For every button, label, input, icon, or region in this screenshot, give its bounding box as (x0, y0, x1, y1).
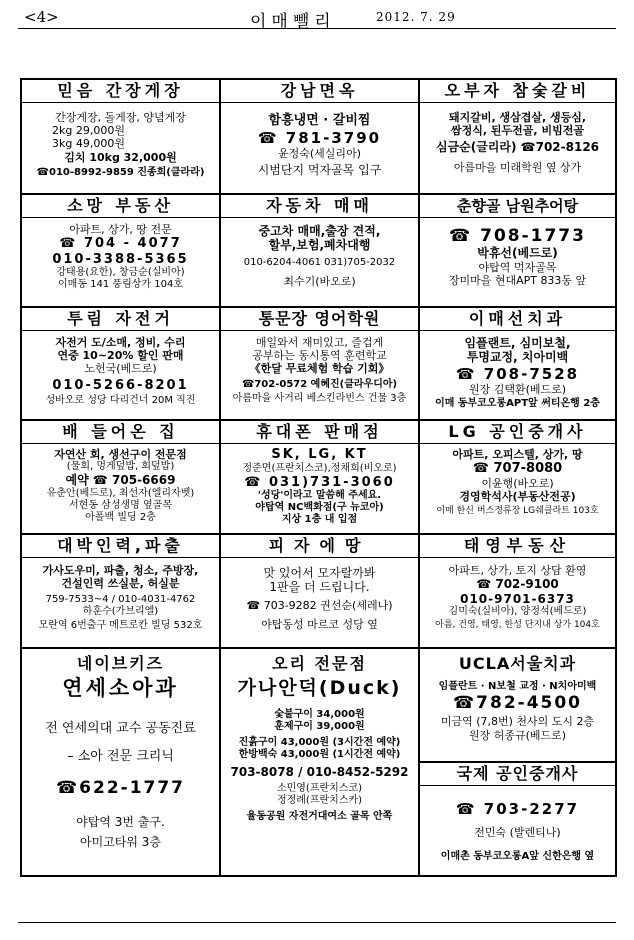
ad-title: 오부자 참숯갈비 (420, 80, 615, 103)
ad-title: 네이브키즈 (76, 654, 165, 673)
ad-line: 야탑역 먹자골목 (478, 260, 557, 274)
ad-line: 아파트, 상가, 토지 상담 환영 (448, 564, 587, 577)
ad-line: 모란역 6번출구 메트로칸 빌딩 532호 (38, 620, 203, 632)
ad-line: 야탑역 3번 출구. (76, 814, 165, 829)
ad-line: 정정례(프란치스카) (276, 795, 363, 807)
ad-title: 통문장 영어학원 (221, 308, 418, 331)
ad-phone: 010-3388-5365 (52, 251, 189, 267)
ad-title-main: 연세소아과 (62, 676, 179, 700)
ad-line: 이매촌 동부코오롱A앞 신한은행 옆 (440, 851, 595, 863)
ad-line: 전민숙 (발렌티나) (474, 826, 561, 839)
ad-phone: ☎782-4500 (452, 693, 583, 713)
ad-line: 아파트, 오피스텔, 상가, 땅 (452, 448, 583, 461)
ad-line: 성바오로 성당 다리건너 20M 직진 (45, 395, 196, 407)
ad-line: 이매 동부코오롱APT앞 써티온행 2층 (435, 397, 600, 409)
ad-obuja-galbi (419, 79, 616, 194)
ad-phone: ☎622-1777 (55, 778, 186, 799)
ad-line: 함흥냉면 · 갈비찜 (268, 113, 371, 128)
newsletter-title: 이매뺄리 (250, 12, 336, 32)
ad-phone: 010-9701-6373 (460, 591, 575, 606)
ad-title: 오리 전문점 (272, 654, 367, 673)
ad-line: 자연산 회, 생선구이 전문점 (54, 448, 187, 461)
ad-phone: 703-8078 / 010-8452-5292 (230, 765, 409, 779)
ad-grid (20, 78, 617, 877)
ad-line: 서현동 삼성생명 옆골목 (69, 499, 172, 511)
ad-line: 원장 허종규(베드로) (468, 728, 567, 742)
ad-line: 이매 한신 버스정류장 LG쉐클라트 103호 (436, 506, 599, 517)
ad-turim-bicycle (21, 307, 220, 420)
ad-line: 임플란트 · N보철 교정 · N치아미백 (438, 681, 597, 692)
ad-car-dealer (220, 194, 419, 307)
ad-line: '성당'이라고 말씀해 주세요. (257, 490, 382, 502)
ad-line: 매일와서 재미있고, 즐겁게 (255, 336, 384, 349)
ad-line: 임플랜트, 심미보철, (464, 336, 571, 350)
ad-line: 《한달 무료체험 학습 기회》 (249, 362, 390, 376)
ad-phone-shop (220, 420, 419, 534)
ad-phone: ☎ 708-1773 (449, 226, 586, 246)
ad-soy-crab (21, 79, 220, 194)
ad-line: 이윤행(바오로) (481, 476, 554, 490)
ad-line: 1판을 더 드립니다. (269, 580, 370, 595)
ad-phone: ☎ 707-8080 (472, 461, 563, 477)
ad-title: 소망 부동산 (22, 195, 219, 218)
ad-line: 유춘안(베드로), 최선자(엘리자벳) (46, 487, 195, 499)
ad-title: 대박인력,파출 (22, 535, 219, 558)
ad-phone: 예약 ☎ 705-6669 (65, 473, 176, 488)
ad-line: 아름, 건영, 태영, 한성 단지내 상가 104호 (435, 619, 600, 630)
ad-gukje-realty (419, 762, 616, 876)
ad-line: 중고차 매매,출장 견적, (258, 224, 381, 238)
ad-line: 가사도우미, 파출, 청소, 주방장, (42, 564, 199, 577)
ad-line: 건설인력 쓰실분, 허실분 (61, 577, 180, 591)
ad-phone: 759-7533~4 / 010-4031-4762 (45, 594, 196, 606)
ad-line: 미금역 (7,8번) 천사의 도시 2층 (440, 715, 595, 729)
ad-line: 최수기(바오로) (283, 274, 356, 288)
ad-line: 아폴백 빌딩 2층 (85, 511, 156, 523)
ad-title: 휴대폰 판매점 (221, 421, 418, 444)
ad-line: 아름마을 사거리 베스킨라빈스 건물 3층 (232, 392, 407, 404)
ad-line: 강태용(요한), 창금순(실비아) (56, 267, 185, 279)
ad-line: 박휴선(베드로) (477, 246, 558, 261)
ad-phone: ☎ 031)731-3060 (244, 474, 395, 490)
ad-line: 숯불구이 34,000원 (274, 709, 365, 720)
ad-pizza-etang (220, 534, 419, 648)
ad-phone: 심금순(글리라) ☎702-8126 (435, 140, 600, 155)
ad-line: 정준면(프란치스코),정채희(비오로) (242, 462, 397, 474)
ad-title: 국제 공인중개사 (420, 763, 615, 786)
ad-line: 야탑동성 마르코 성당 옆 (261, 617, 378, 631)
ad-line: 자전거 도/소매, 정비, 수리 (55, 336, 186, 349)
ad-phone: ☎702-0572 예혜진(클라우디아) (241, 378, 398, 390)
ad-title: 배 들어온 집 (22, 421, 219, 444)
page-header (18, 6, 616, 32)
ad-line: 김미숙(실비아), 양정석(베드로) (448, 605, 587, 617)
ad-daebak-staffing (21, 534, 220, 648)
ad-line: SK, LG, KT (271, 447, 368, 462)
ad-line: 야탑역 NC백화점(구 뉴코아) (255, 502, 384, 514)
ad-title: 강남면옥 (221, 80, 418, 103)
ad-line: 돼지갈비, 생삼겹살, 생등심, (448, 111, 587, 124)
ad-chunhyanggol (419, 194, 616, 307)
ad-line: 맛 있어서 모자랄까봐 (263, 566, 376, 580)
ad-line: 아미고타워 3층 (79, 834, 161, 849)
ad-line: 율동공원 자전거대여소 골목 안쪽 (246, 811, 393, 823)
ad-line: 하훈수(가브리엘) (82, 606, 159, 618)
ad-line: – 소아 전문 크리닉 (67, 748, 174, 764)
ad-line: 아파트, 상가, 땅 전문 (69, 223, 172, 236)
ad-line: 윤정숙(세실리아) (278, 146, 361, 160)
ad-canaan-duck (220, 648, 419, 876)
ad-line: 전 연세의대 교수 공동진료 (45, 721, 196, 736)
ad-title: 이매선치과 (420, 308, 615, 331)
ad-yonsei-pediatrics (21, 648, 220, 876)
ad-title: 춘향골 남원추어탕 (420, 195, 615, 218)
ad-line: (물회, 멍게덮밥, 회덮밥) (66, 461, 175, 473)
ad-line: 원장 김택환(베드로) (468, 382, 567, 396)
ad-line: 소민영(프란치스코) (276, 783, 363, 795)
ad-line: 김치 10kg 32,000원 (64, 150, 177, 164)
ad-phone: ☎ 703-2277 (455, 800, 580, 818)
ad-taeyoung-realty (419, 534, 616, 648)
ad-line: 진흙구이 43,000원 (3시간전 예약) (238, 737, 401, 748)
ad-title: LG 공인중개사 (420, 421, 615, 444)
ad-line: 할부,보험,폐차대행 (268, 238, 371, 253)
ad-line: 시범단지 먹자골목 입구 (257, 162, 382, 177)
ad-title: 피자에땅 (221, 535, 418, 558)
ad-line: 연중 10~20% 할인 판매 (57, 349, 184, 363)
ad-english-academy (220, 307, 419, 420)
ad-title: 투림 자전거 (22, 308, 219, 331)
ad-line: 이매동 141 풍림상가 104호 (58, 279, 183, 291)
ad-line: 장미마을 현대APT 833동 앞 (448, 273, 587, 287)
ad-title: 태영부동산 (420, 535, 615, 558)
ad-title: 믿음 간장게장 (22, 80, 219, 103)
ad-title-main: 가나안덕(Duck) (237, 677, 402, 699)
ad-phone: ☎ 702-9100 (476, 577, 559, 592)
ad-title: UCLA서울치과 (458, 654, 577, 673)
ad-line: 3kg 49,000원 (52, 137, 125, 151)
ad-line: 공부하는 동시통역 훈련학교 (252, 349, 387, 363)
ad-line: 지상 1층 내 입점 (281, 514, 358, 526)
ad-line: 투명교정, 치아미백 (466, 350, 569, 365)
ad-line: 경영학석사(부동산전공) (459, 489, 576, 503)
ad-line: 노헌국(베드로) (84, 362, 157, 376)
ad-line: 간장게장, 돌게장, 양념게장 (55, 111, 186, 124)
ad-line: 한방백숙 43,000원 (1시간전 예약) (238, 749, 401, 760)
ad-imaesun-dental (419, 307, 616, 420)
footer-rule (18, 922, 616, 923)
ad-ucla-dental (419, 648, 616, 762)
ad-phone: 010-5266-8201 (52, 377, 189, 393)
ad-fish-restaurant (21, 420, 220, 534)
ad-line: 아름마을 미래학원 옆 상가 (453, 160, 582, 174)
ad-gangnam-myeonok (220, 79, 419, 194)
ad-phone: ☎ 703-9282 권선순(세레나) (246, 598, 393, 612)
ad-title: 자동차 매매 (221, 195, 418, 218)
ad-phone: ☎ 708-7528 (455, 364, 580, 383)
ad-line: 2kg 29,000원 (52, 124, 125, 138)
issue-date: 2012. 7. 29 (376, 10, 456, 24)
ad-lg-realty (419, 420, 616, 534)
ad-somang-realty (21, 194, 220, 307)
ad-phone: ☎010-8992-9859 진종희(클라라) (36, 166, 205, 178)
ad-line: 훈제구이 39,000원 (274, 721, 365, 732)
ad-line: 쌈정식, 된두전골, 비빔전골 (451, 124, 584, 138)
ad-phone: ☎ 781-3790 (257, 128, 382, 147)
page-number: <4> (24, 8, 59, 26)
ad-phone: ☎ 704 - 4077 (59, 236, 182, 252)
ad-phone: 010-6204-4061 031)705-2032 (243, 256, 396, 268)
